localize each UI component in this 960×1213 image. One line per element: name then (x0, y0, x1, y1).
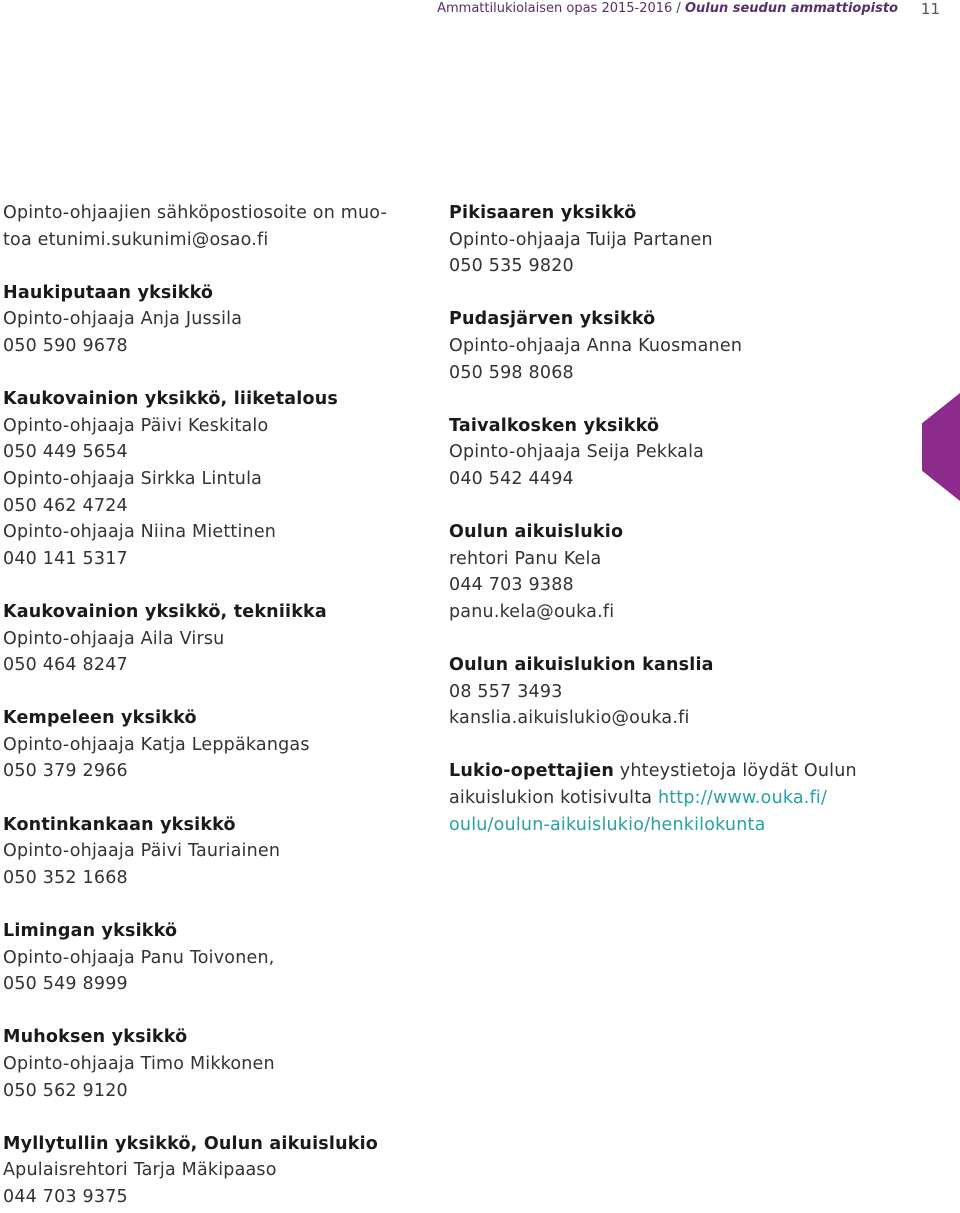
entry-line: Opinto-ohjaaja Tuija Partanen (449, 229, 713, 250)
entry-line: Opinto-ohjaaja Sirkka Lintula (3, 468, 263, 489)
entry-line: 050 464 8247 (3, 655, 128, 676)
homepage-link[interactable]: http://www.ouka.fi/ (657, 788, 828, 809)
note-text-2: aikuislukion kotisivulta (449, 788, 658, 809)
homepage-link-continued[interactable]: oulu/oulun-aikuislukio/henkilokunta (449, 814, 766, 835)
entry-line: Opinto-ohjaaja Aila Virsu (3, 628, 225, 649)
entry-title: Kaukovainion yksikkö, tekniikka (3, 601, 327, 622)
page-header (0, 0, 960, 20)
contact-entry-muhos (3, 1024, 423, 1104)
entry-line: 044 703 9388 (449, 575, 574, 596)
contact-entry-liminka (3, 918, 423, 998)
entry-line: 08 557 3493 (449, 681, 563, 702)
entry-line: 050 590 9678 (3, 335, 128, 356)
entry-line: Opinto-ohjaaja Anja Jussila (3, 309, 243, 330)
entry-line: 050 535 9820 (449, 256, 574, 277)
entry-title: Pikisaaren yksikkö (449, 203, 637, 223)
note-line-2 (449, 785, 929, 812)
entry-line: Opinto-ohjaaja Anna Kuosmanen (449, 335, 743, 356)
contact-entry-oulun-aikuislukio (449, 519, 929, 625)
contact-entry-kontinkangas (3, 812, 423, 892)
runner-org: Oulun seudun ammattiopisto (684, 1, 898, 16)
entry-title: Oulun aikuislukion kanslia (449, 655, 714, 676)
contact-entry-kanslia (449, 652, 929, 732)
entry-line: Opinto-ohjaaja Päivi Keskitalo (3, 415, 269, 436)
entry-title: Pudasjärven yksikkö (449, 309, 656, 330)
contact-entry-pudasjarvi (449, 306, 929, 386)
entry-line: 040 542 4494 (449, 468, 574, 489)
right-column (449, 200, 929, 838)
email-link[interactable]: panu.kela@ouka.fi (449, 601, 615, 622)
note-text: yhteystietoja löydät Oulun (614, 761, 857, 782)
entry-line: Opinto-ohjaaja Niina Miettinen (3, 522, 277, 543)
intro-line: Opinto-ohjaajien sähköpostiosoite on muo- (3, 203, 388, 223)
entry-line: 050 598 8068 (449, 362, 574, 383)
entry-line: Opinto-ohjaaja Seija Pekkala (449, 442, 705, 463)
entry-title: Myllytullin yksikkö, Oulun aikuislukio (3, 1133, 379, 1154)
intro-line: toa etunimi.sukunimi@osao.fi (3, 229, 269, 250)
entry-title: Kempeleen yksikkö (3, 708, 197, 729)
email-intro (3, 200, 423, 253)
note-bold: Lukio-opettajien (449, 761, 615, 782)
email-link[interactable]: kanslia.aikuislukio@ouka.fi (449, 708, 690, 729)
entry-line: rehtori Panu Kela (449, 548, 602, 569)
entry-title: Kaukovainion yksikkö, liiketalous (3, 389, 338, 410)
entry-title: Haukiputaan yksikkö (3, 282, 214, 303)
entry-line: Opinto-ohjaaja Panu Toivonen, (3, 947, 275, 968)
left-column (3, 200, 423, 1211)
entry-line: 044 703 9375 (3, 1186, 128, 1207)
entry-line: Opinto-ohjaaja Timo Mikkonen (3, 1054, 275, 1074)
entry-title: Limingan yksikkö (3, 921, 178, 942)
note-line-1 (449, 758, 929, 785)
entry-line: 040 141 5317 (3, 548, 128, 569)
entry-title: Kontinkankaan yksikkö (3, 814, 236, 835)
contact-entry-kaukovainio-tekniikka (3, 599, 423, 679)
entry-line: 050 562 9120 (3, 1080, 128, 1101)
entry-line: 050 352 1668 (3, 867, 128, 888)
contact-entry-kempele (3, 705, 423, 785)
entry-title: Taivalkosken yksikkö (449, 415, 660, 436)
entry-line: Opinto-ohjaaja Päivi Tauriainen (3, 841, 281, 862)
contact-entry-haukipudas (3, 280, 423, 360)
contact-entry-myllytulli (3, 1131, 423, 1211)
entry-line: 050 379 2966 (3, 761, 128, 782)
entry-title: Muhoksen yksikkö (3, 1027, 188, 1048)
teacher-contacts-note (449, 758, 929, 838)
runner-prefix: Ammattilukiolaisen opas 2015-2016 / (437, 1, 685, 16)
entry-line: 050 449 5654 (3, 442, 128, 463)
page-number: 11 (920, 0, 940, 18)
running-header (437, 1, 898, 16)
entry-line: 050 549 8999 (3, 974, 128, 995)
entry-line: 050 462 4724 (3, 495, 128, 516)
contact-entry-pikisaari (449, 200, 929, 280)
entry-line: Opinto-ohjaaja Katja Leppäkangas (3, 734, 310, 755)
entry-title: Oulun aikuislukio (449, 522, 624, 543)
contact-entry-taivalkoski (449, 413, 929, 493)
entry-line: Apulaisrehtori Tarja Mäkipaaso (3, 1160, 277, 1181)
contact-entry-kaukovainio-liiketalous (3, 386, 423, 572)
